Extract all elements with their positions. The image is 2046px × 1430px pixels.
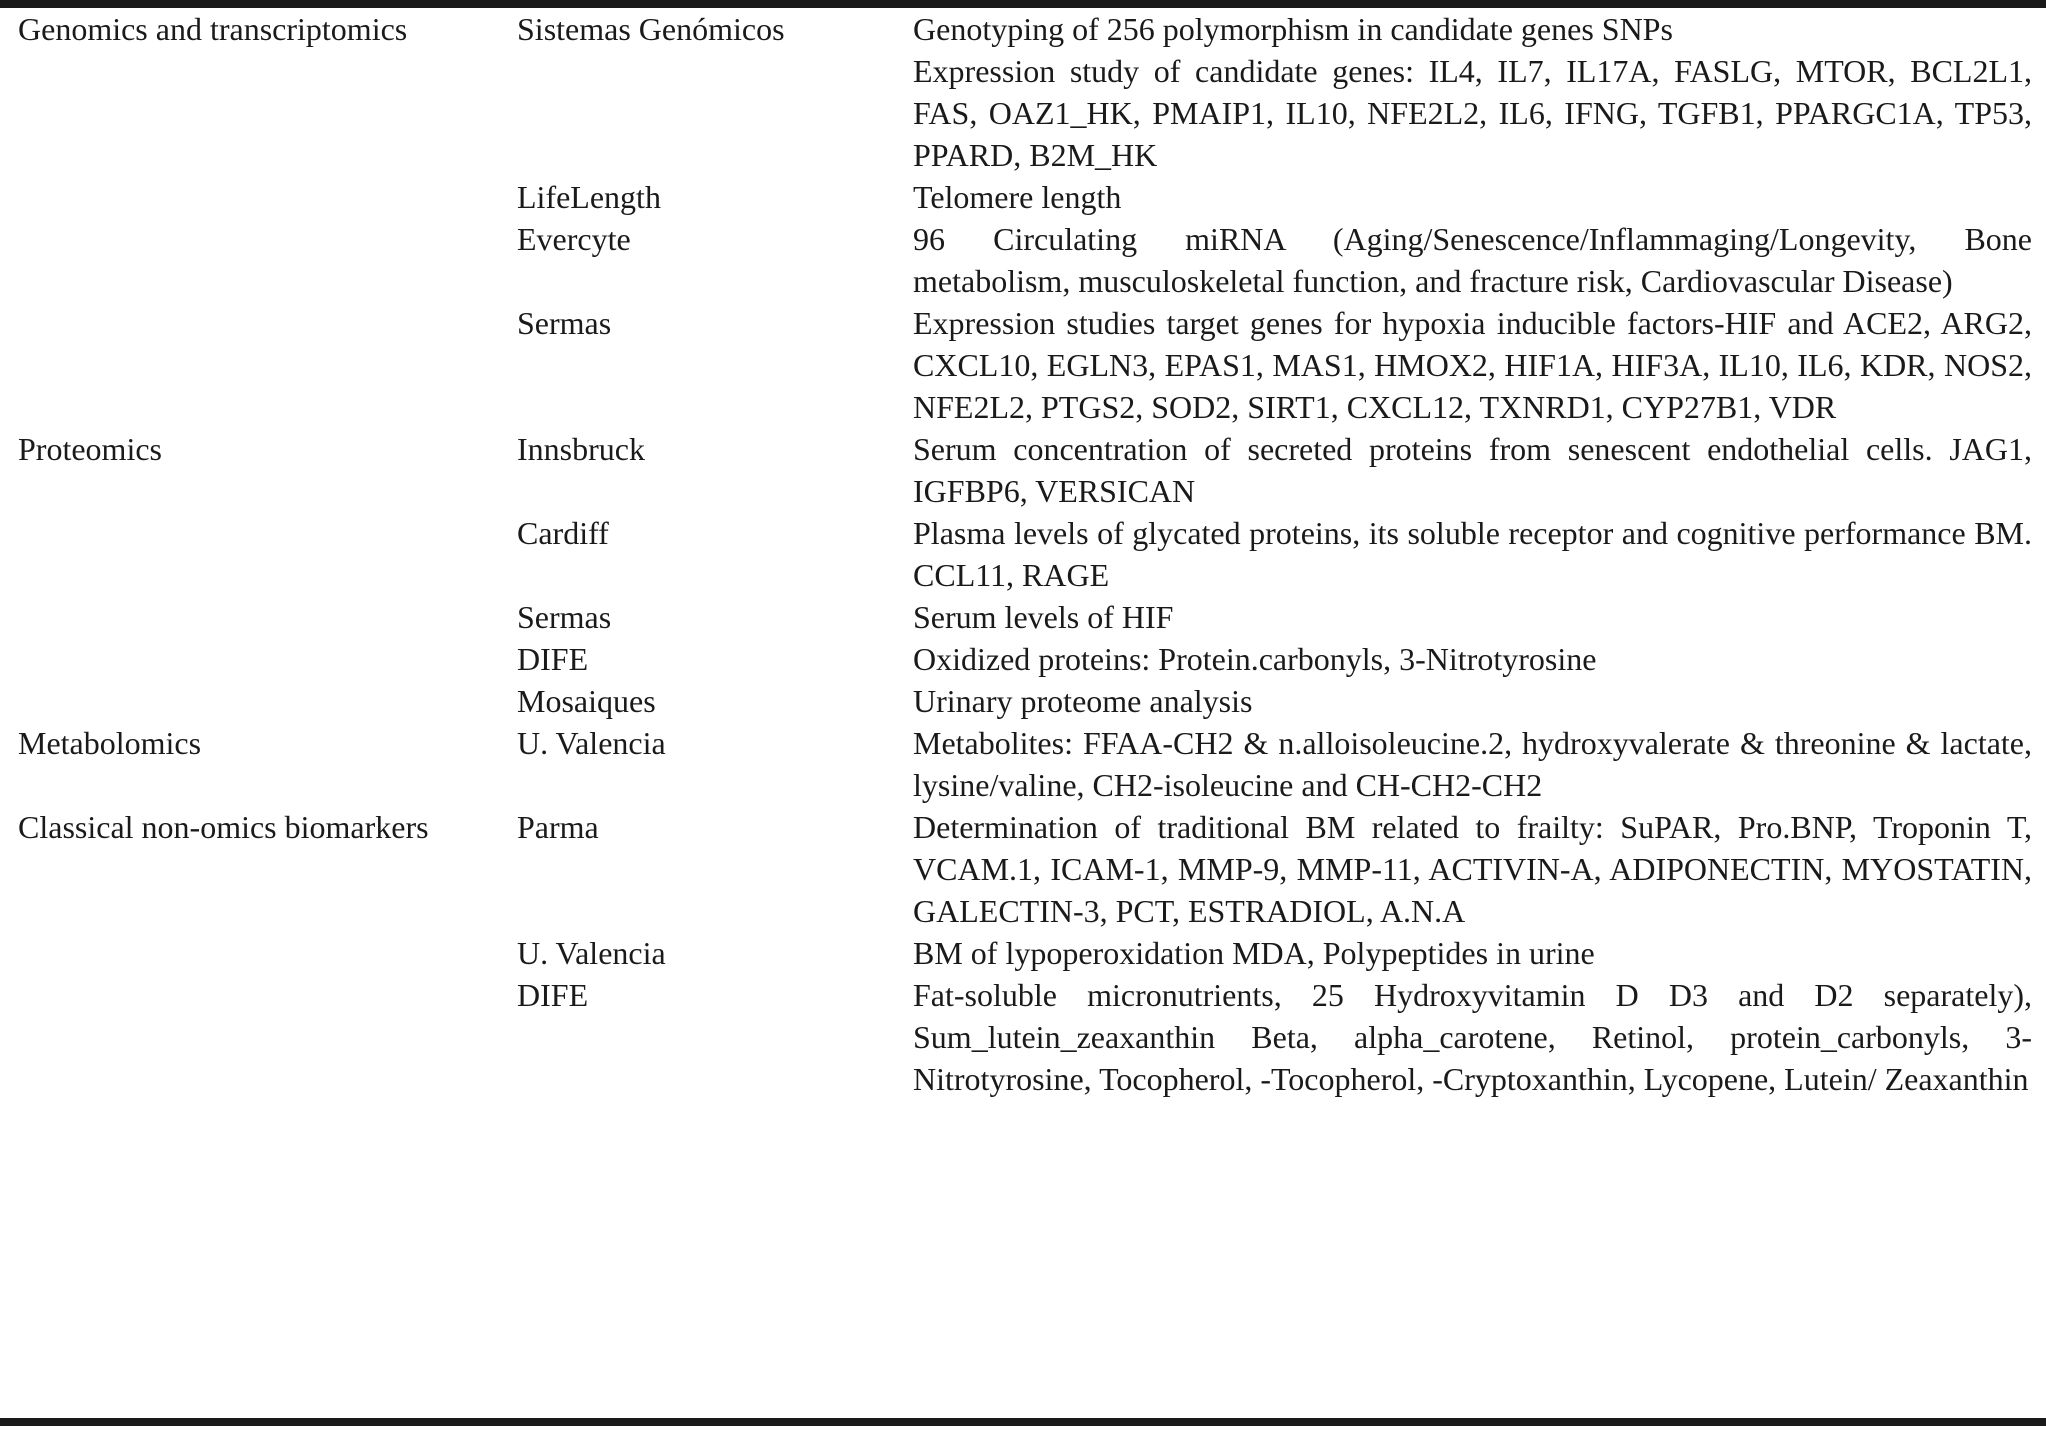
biomarker-table [0,8,2046,1100]
analysis-cell [913,512,2046,596]
partner-cell: U. Valencia [517,935,666,971]
table-row [0,722,2046,806]
table-top-rule [0,0,2046,8]
analysis-cell [913,302,2046,428]
category-cell [0,932,517,974]
analysis-cell [913,596,2046,638]
partner-cell: Parma [517,809,599,845]
partner-cell: Sermas [517,599,612,635]
category-cell: Classical non-omics biomarkers [18,809,429,845]
analysis-text: Expression study of candidate genes: IL4, IL7, IL17A, FASLG, MTOR, BCL2L1, FAS, OAZ1_HK, PMAIP1, IL10, NFE2L2, IL6, IFNG, TGFB1, PPARGC1A, TP53, PPARD, B2M_HK [913,53,2032,173]
table-row [0,974,2046,1100]
analysis-cell [913,680,2046,722]
analysis-cell [913,176,2046,218]
analysis-text: BM of lypoperoxidation MDA, Polypeptides in urine [913,935,1595,971]
table-row [0,680,2046,722]
analysis-cell [913,806,2046,932]
partner-cell: Cardiff [517,515,609,551]
partner-cell: Sistemas Genómicos [517,11,785,47]
category-cell [0,638,517,680]
category-cell [0,974,517,1100]
analysis-text: Determination of traditional BM related to frailty: SuPAR, Pro.BNP, Troponin T, VCAM.1, ICAM-1, MMP-9, MMP-11, ACTIVIN-A, ADIPONECTIN, MYOSTATIN, GALECTIN-3, PCT, ESTRADIOL, A.N.A [913,809,2032,929]
partner-cell: DIFE [517,977,589,1013]
analysis-text: Oxidized proteins: Protein.carbonyls, 3-Nitrotyrosine [913,641,1597,677]
table-row [0,8,2046,176]
table-row [0,806,2046,932]
table-row [0,218,2046,302]
category-cell [0,512,517,596]
table-row [0,428,2046,512]
partner-cell: U. Valencia [517,725,666,761]
analysis-text: Serum levels of HIF [913,599,1174,635]
partner-cell: Innsbruck [517,431,645,467]
category-cell: Proteomics [18,431,162,467]
analysis-cell [913,218,2046,302]
analysis-text: Metabolites: FFAA-CH2 & n.alloisoleucine.2, hydroxyvalerate & threonine & lactate, lysine/valine, CH2-isoleucine and CH-CH2-CH2 [913,725,2032,803]
partner-cell: DIFE [517,641,589,677]
analysis-cell [913,932,2046,974]
analysis-cell [913,8,2046,176]
table-row [0,176,2046,218]
analysis-text: Serum concentration of secreted proteins from senescent endothelial cells. JAG1, IGFBP6, VERSICAN [913,431,2032,509]
table-row [0,302,2046,428]
analysis-cell [913,638,2046,680]
table-row [0,638,2046,680]
partner-cell: LifeLength [517,179,661,215]
analysis-text: Plasma levels of glycated proteins, its soluble receptor and cognitive performance BM. CCL11, RAGE [913,515,2032,593]
analysis-text: Genotyping of 256 polymorphism in candidate genes SNPs [913,11,1673,47]
analysis-cell [913,428,2046,512]
category-cell [0,218,517,302]
table-bottom-rule [0,1418,2046,1426]
analysis-text: Expression studies target genes for hypoxia inducible factors-HIF and ACE2, ARG2, CXCL10, EGLN3, EPAS1, MAS1, HMOX2, HIF1A, HIF3A, IL10, IL6, KDR, NOS2, NFE2L2, PTGS2, SOD2, SIRT1, CXCL12, TXNRD1, CYP27B1, VDR [913,305,2032,425]
analysis-text: Urinary proteome analysis [913,683,1253,719]
category-cell: Genomics and transcriptomics [18,11,408,47]
category-cell [0,680,517,722]
category-cell [0,596,517,638]
table-row [0,596,2046,638]
partner-cell: Evercyte [517,221,631,257]
analysis-cell [913,722,2046,806]
partner-cell: Mosaiques [517,683,656,719]
table-body [0,8,2046,1100]
category-cell [0,176,517,218]
partner-cell: Sermas [517,305,612,341]
analysis-text: Telomere length [913,179,1122,215]
table-row [0,512,2046,596]
analysis-text: 96 Circulating miRNA (Aging/Senescence/Inflammaging/Longevity, Bone metabolism, musculoskeletal function, and fracture risk, Cardiovascular Disease) [913,221,2032,299]
analysis-cell [913,974,2046,1100]
category-cell: Metabolomics [18,725,202,761]
analysis-text: Fat-soluble micronutrients, 25 Hydroxyvitamin D D3 and D2 separately), Sum_lutein_zeaxanthin Beta, alpha_carotene, Retinol, protein_carbonyls, 3-Nitrotyrosine, Tocopherol, -Tocopherol, -Cryptoxanthin, Lycopene, Lutein/ Zeaxanthin [913,977,2032,1097]
table-row [0,932,2046,974]
category-cell [0,302,517,428]
